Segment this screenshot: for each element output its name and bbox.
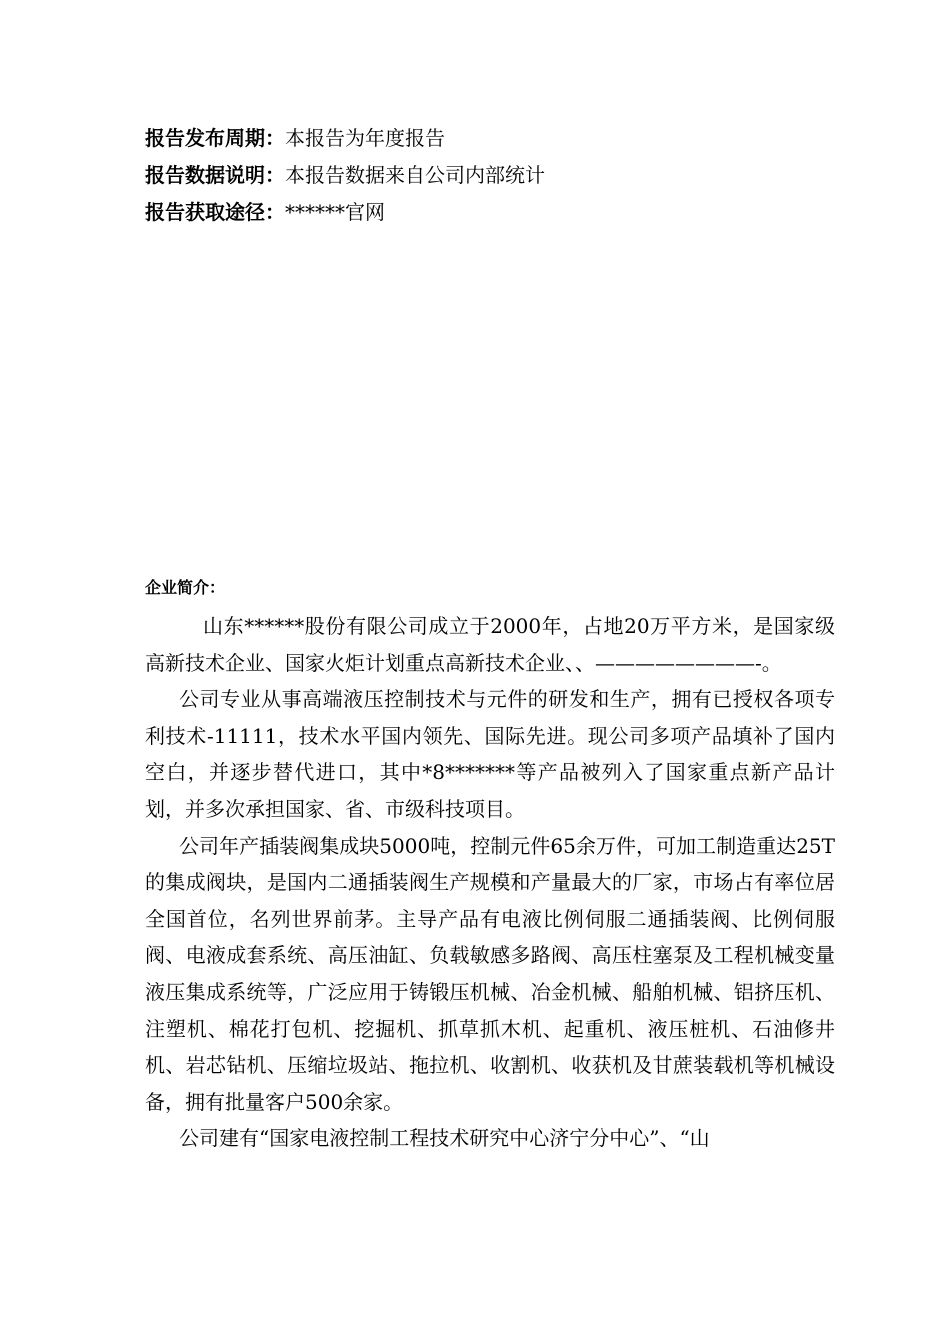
report-meta-line-period [145, 120, 845, 157]
report-meta-line-access [145, 194, 845, 231]
intro-paragraph-1: 山东******股份有限公司成立于2000年，占地20万平方米，是国家级高新技术企业、国家火炬计划重点高新技术企业、、————————-。 [145, 614, 835, 675]
report-data-value: 本报告数据来自公司内部统计 [285, 163, 545, 187]
report-period-value: 本报告为年度报告 [285, 126, 445, 150]
company-intro [145, 568, 835, 1157]
intro-paragraph-4: 公司建有“国家电液控制工程技术研究中心济宁分中心”、“山 [179, 1126, 710, 1151]
report-access-value: ******官网 [285, 200, 385, 224]
report-meta [145, 120, 845, 231]
intro-heading: 企业简介： [145, 578, 226, 597]
report-data-label: 报告数据说明： [145, 163, 285, 187]
intro-paragraph-2: 公司专业从事高端液压控制技术与元件的研发和生产，拥有已授权各项专利技术-11111，技术水平国内领先、国际先进。现公司多项产品填补了国内空白，并逐步替代进口，其中*8*******等产品被列入了国家重点新产品计划，并多次承担国家、省、市级科技项目。 [145, 687, 835, 821]
intro-paragraph-3: 公司年产插装阀集成块5000吨，控制元件65余万件，可加工制造重达25T的集成阀块，是国内二通插装阀生产规模和产量最大的厂家，市场占有率位居全国首位，名列世界前茅。主导产品有电液比例伺服二通插装阀、比例伺服阀、电液成套系统、高压油缸、负载敏感多路阀、高压柱塞泵及工程机械变量液压集成系统等，广泛应用于铸锻压机械、冶金机械、船舶机械、铝挤压机、注塑机、棉花打包机、挖掘机、抓草抓木机、起重机、液压桩机、石油修井机、岩芯钻机、压缩垃圾站、拖拉机、收割机、收获机及甘蔗装载机等机械设备，拥有批量客户500余家。 [145, 833, 835, 1114]
report-meta-line-data [145, 157, 845, 194]
report-access-label: 报告获取途径： [145, 200, 285, 224]
report-period-label: 报告发布周期： [145, 126, 285, 150]
